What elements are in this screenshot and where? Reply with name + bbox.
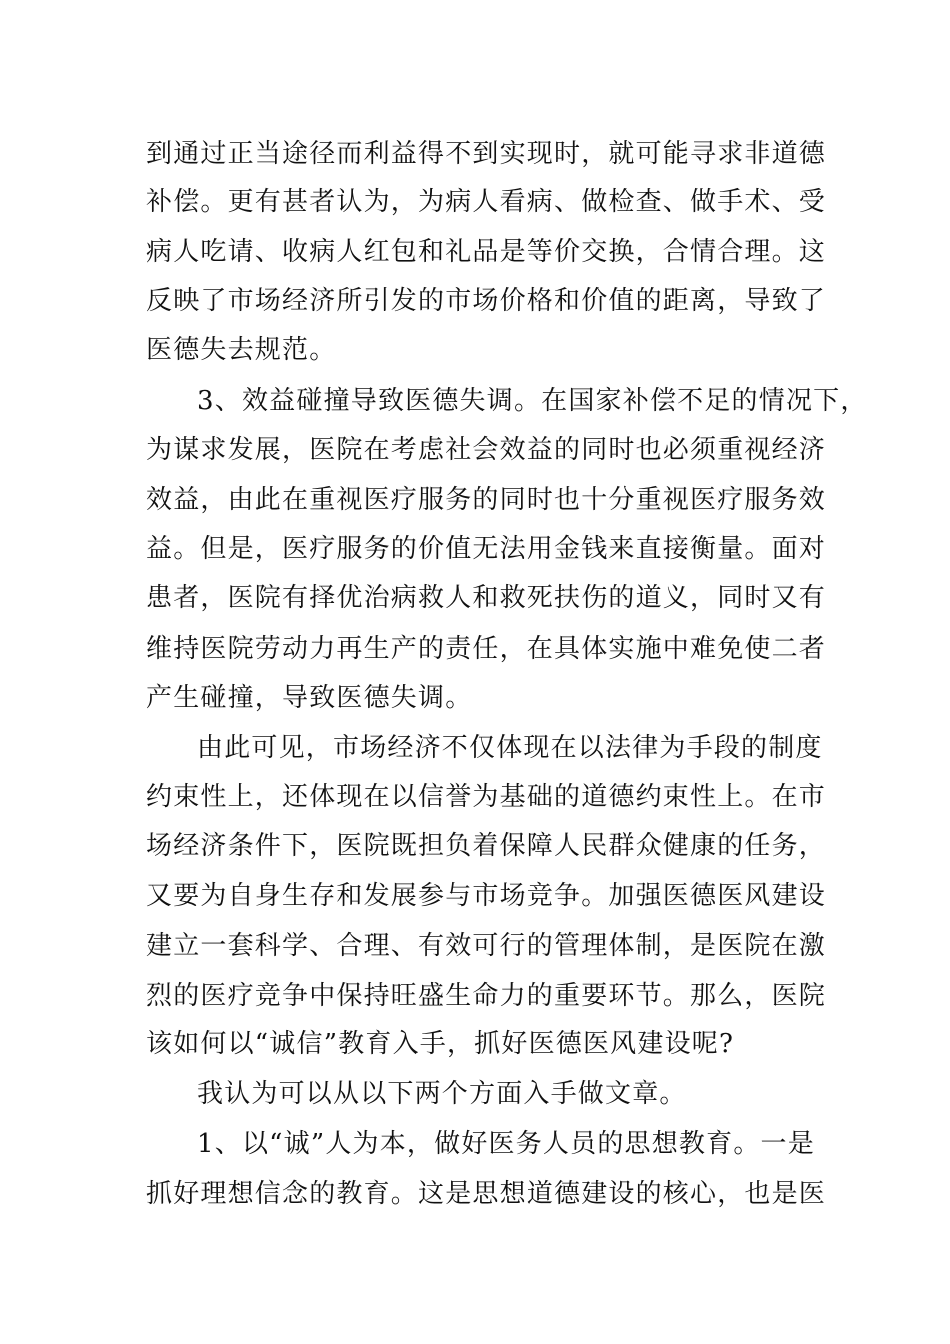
paragraph-line: 维持医院劳动力再生产的责任，在具体实施中难免使二者 <box>146 634 827 664</box>
paragraph-line: 患者，医院有择优治病救人和救死扶伤的道义，同时又有 <box>146 583 827 613</box>
paragraph-line: 效益，由此在重视医疗服务的同时也十分重视医疗服务效 <box>146 485 827 515</box>
paragraph-line: 3、效益碰撞导致医德失调。在国家补偿不足的情况下， <box>197 386 868 416</box>
paragraph-line: 病人吃请、收病人红包和礼品是等价交换，合情合理。这 <box>146 237 827 267</box>
paragraph-line: 到通过正当途径而利益得不到实现时，就可能寻求非道德 <box>146 139 827 169</box>
paragraph-line: 产生碰撞，导致医德失调。 <box>146 683 473 713</box>
paragraph-line: 该如何以“诚信”教育入手，抓好医德医风建设呢? <box>146 1029 735 1059</box>
paragraph-line: 补偿。更有甚者认为，为病人看病、做检查、做手术、受 <box>146 187 827 217</box>
paragraph-line: 烈的医疗竞争中保持旺盛生命力的重要环节。那么，医院 <box>146 981 827 1011</box>
paragraph-line: 约束性上，还体现在以信誉为基础的道德约束性上。在市 <box>146 782 827 812</box>
paragraph-line: 医德失去规范。 <box>146 335 337 365</box>
paragraph-line: 益。但是，医疗服务的价值无法用金钱来直接衡量。面对 <box>146 534 827 564</box>
paragraph-line: 抓好理想信念的教育。这是思想道德建设的核心，也是医 <box>146 1179 827 1209</box>
paragraph-line: 反映了市场经济所引发的市场价格和价值的距离，导致了 <box>146 286 827 316</box>
paragraph-line: 我认为可以从以下两个方面入手做文章。 <box>197 1079 687 1109</box>
paragraph-line: 1、以“诚”人为本，做好医务人员的思想教育。一是 <box>197 1129 815 1159</box>
paragraph-line: 由此可见，市场经济不仅体现在以法律为手段的制度 <box>197 733 823 763</box>
paragraph-line: 场经济条件下，医院既担负着保障人民群众健康的任务， <box>146 831 827 861</box>
paragraph-line: 为谋求发展，医院在考虑社会效益的同时也必须重视经济 <box>146 435 827 465</box>
paragraph-line: 建立一套科学、合理、有效可行的管理体制，是医院在激 <box>146 931 827 961</box>
paragraph-line: 又要为自身生存和发展参与市场竞争。加强医德医风建设 <box>146 881 827 911</box>
